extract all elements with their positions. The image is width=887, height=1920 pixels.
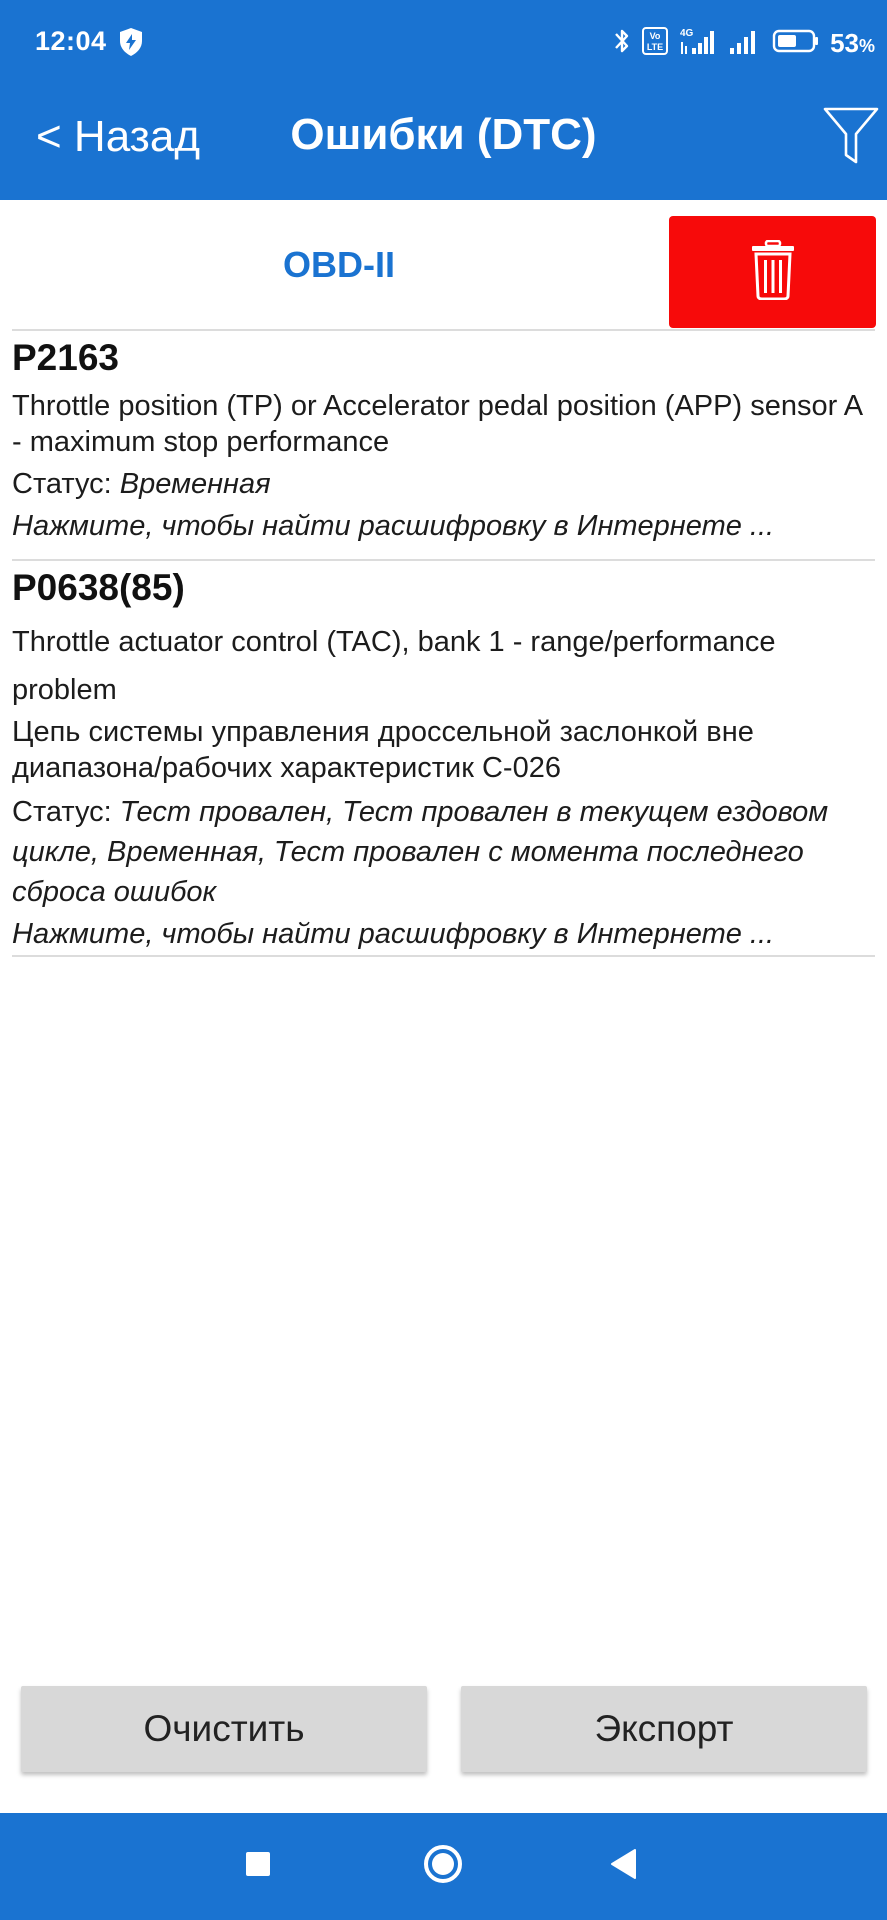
divider bbox=[12, 329, 875, 331]
volte-icon bbox=[642, 26, 668, 61]
dtc-status-label: Статус: bbox=[12, 468, 120, 500]
dtc-search-link[interactable]: Нажмите, чтобы найти расшифровку в Интернете ... bbox=[12, 918, 775, 950]
dtc-item[interactable] bbox=[12, 336, 875, 548]
delete-button[interactable] bbox=[669, 216, 876, 328]
battery-percent bbox=[830, 28, 875, 59]
status-icons bbox=[612, 24, 875, 62]
dtc-description: Цепь системы управления дроссельной заслонкой вне диапазона/рабочих характеристик С-026 bbox=[12, 716, 754, 784]
dtc-description: Throttle position (TP) or Accelerator pedal position (APP) sensor A - maximum stop performance bbox=[12, 390, 862, 458]
circle-icon bbox=[422, 1843, 464, 1890]
page-title: Ошибки (DTC) bbox=[290, 110, 597, 159]
header bbox=[0, 86, 887, 200]
svg-text:Vo: Vo bbox=[649, 30, 661, 41]
bluetooth-icon bbox=[612, 26, 632, 61]
dtc-status-label: Статус: bbox=[12, 796, 120, 828]
dtc-status-value: Временная bbox=[119, 468, 271, 500]
square-icon bbox=[244, 1850, 272, 1883]
signal-4g-icon bbox=[678, 26, 718, 61]
battery-icon bbox=[772, 26, 820, 61]
section-header bbox=[0, 200, 887, 330]
clear-button[interactable]: Очистить bbox=[21, 1686, 427, 1772]
dtc-code: P0638(85) bbox=[12, 567, 185, 608]
dtc-item[interactable] bbox=[12, 566, 875, 956]
dtc-search-link[interactable]: Нажмите, чтобы найти расшифровку в Интернете ... bbox=[12, 510, 775, 542]
signal-icon bbox=[728, 26, 762, 61]
back-button[interactable]: < Назад bbox=[36, 112, 200, 161]
svg-text:LTE: LTE bbox=[646, 41, 664, 52]
trash-icon bbox=[750, 240, 796, 305]
recent-apps-button[interactable] bbox=[208, 1813, 308, 1920]
dtc-description: Throttle actuator control (TAC), bank 1 - range/performance problem bbox=[12, 626, 776, 706]
export-button[interactable]: Экспорт bbox=[461, 1686, 867, 1772]
divider bbox=[12, 559, 875, 561]
network-type-label: 4G bbox=[680, 27, 694, 39]
filter-icon[interactable] bbox=[821, 104, 881, 166]
status-bar bbox=[0, 0, 887, 86]
battery-percent-value: 53 bbox=[830, 27, 859, 58]
dtc-code: P2163 bbox=[12, 337, 119, 378]
battery-percent-unit: % bbox=[858, 35, 875, 56]
system-nav-bar bbox=[0, 1813, 887, 1920]
dtc-status bbox=[12, 464, 875, 504]
section-label-obd: OBD-II bbox=[283, 244, 395, 285]
triangle-back-icon bbox=[609, 1848, 639, 1885]
dtc-status bbox=[12, 792, 875, 912]
divider bbox=[12, 955, 875, 957]
shield-bolt-icon bbox=[118, 27, 144, 62]
system-back-button[interactable] bbox=[574, 1813, 674, 1920]
app-bar bbox=[0, 0, 887, 200]
home-button[interactable] bbox=[393, 1813, 493, 1920]
status-time: 12:04 bbox=[35, 26, 107, 56]
dtc-status-value: Тест провален, Тест провален в текущем ездовом цикле, Временная, Тест провален с момента последнего сброса ошибок bbox=[12, 796, 829, 908]
